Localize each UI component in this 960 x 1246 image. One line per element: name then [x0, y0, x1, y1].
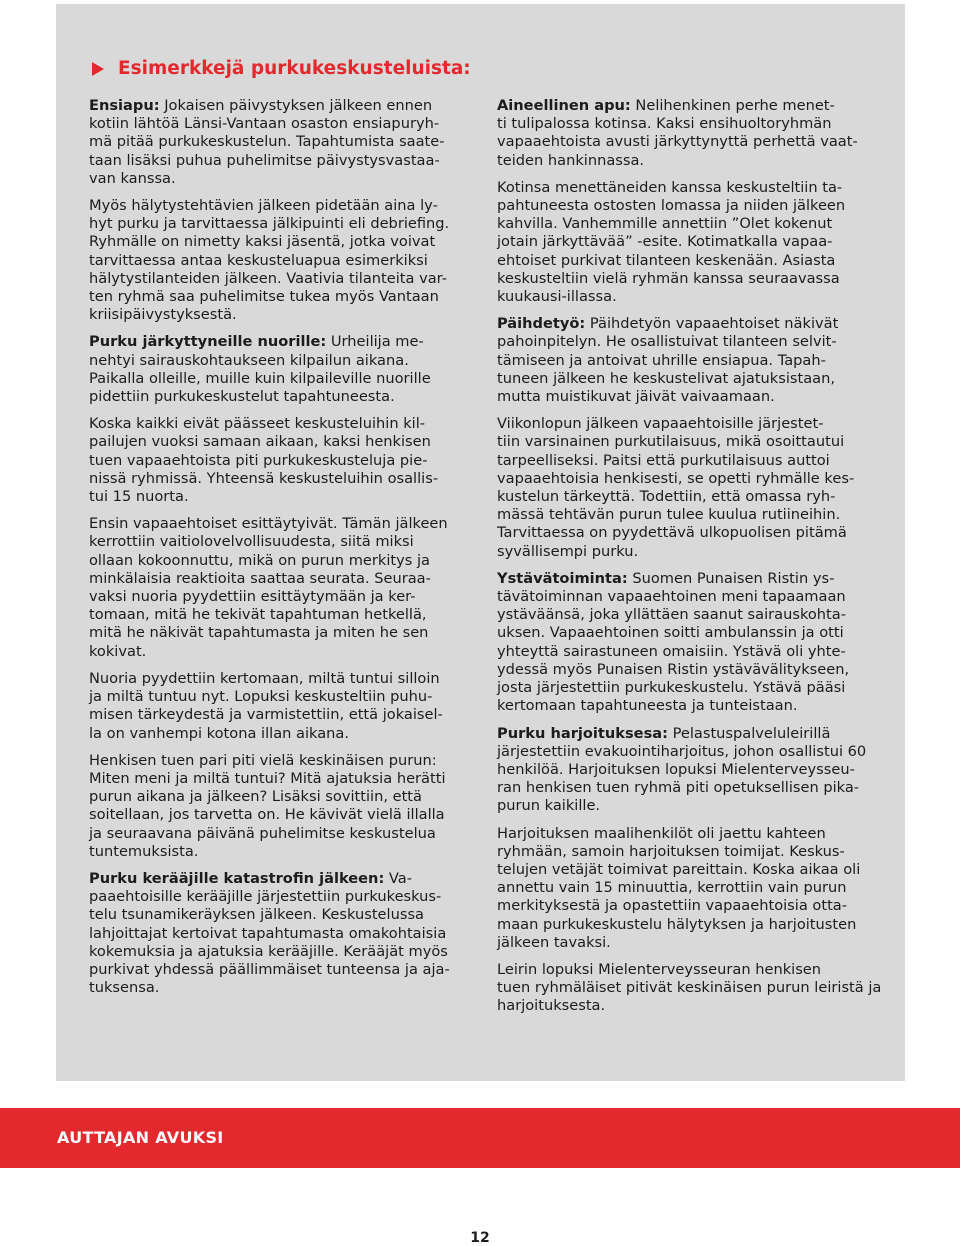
text-line: Nelihenkinen perhe menet- [630, 97, 835, 114]
text-line: kerrottiin vaitiolovelvollisuudesta, siitä miksi [89, 533, 414, 551]
text-line: kuukausi-illassa. [497, 288, 617, 306]
text-line: nehtyi sairauskohtaukseen kilpailun aikana. [89, 351, 409, 369]
paragraph [497, 179, 882, 306]
text-line: kahvilla. Vanhemmille annettiin ”Olet kokenut [497, 215, 833, 233]
text-line: keskusteltiin vielä ryhmän kanssa seuraavassa [497, 269, 840, 287]
text-line: pahoinpitelyn. He osallistuivat tilanteen selvit- [497, 333, 837, 351]
text-line: henkilöä. Harjoituksen lopuksi Mielenterveysseu- [497, 760, 855, 778]
section-heading [92, 58, 471, 79]
text-line: Ryhmälle on nimetty kaksi jäsentä, jotka voivat [89, 233, 436, 251]
text-line: merkityksestä ja opastettiin vapaaehtoisia otta- [497, 897, 848, 915]
text-line: pailujen vuoksi samaan aikaan, kaksi henkisen [89, 433, 431, 451]
text-line: Tarvittaessa on pyydettävä ulkopuolisen pitämä [497, 524, 847, 542]
paragraph [497, 570, 882, 716]
page-number: 12 [470, 1230, 490, 1246]
text-line: paaehtoisille kerääjille järjestettiin purkukeskus- [89, 888, 442, 906]
paragraph [497, 725, 882, 816]
text-line: Miten meni ja miltä tuntui? Mitä ajatuksia herätti [89, 769, 446, 787]
paragraph [89, 870, 471, 997]
text-line: purun aikana ja jälkeen? Lisäksi sovittiin, että [89, 788, 422, 806]
text-line: vapaaehtoisia henkisesti, se opetti ryhmälle kes- [497, 469, 855, 487]
text-line: tiin varsinainen purkutilaisuus, mikä osoittautui [497, 433, 845, 451]
text-line: Nuoria pyydettiin kertomaan, miltä tuntui silloin [89, 669, 440, 687]
text-line: jotain järkyttävää” -esite. Kotimatkalla vapaa- [497, 233, 833, 251]
text-line: Jokaisen päivystyksen jälkeen ennen [159, 97, 433, 114]
paragraph [89, 97, 471, 188]
text-line: minkälaisia reaktioita saattaa seurata. Seuraa- [89, 569, 431, 587]
text-line: mä pitää purkukeskustelun. Tapahtumista saate- [89, 133, 445, 151]
text-line: purkivat yhdessä päällimmäiset tunteensa ja aja- [89, 960, 450, 978]
text-line: tuen vapaaehtoista piti purkukeskusteluja pie- [89, 451, 428, 469]
text-line: ystäväänsä, joka yllättäen saanut sairauskohta- [497, 606, 846, 624]
text-line: kokemuksia ja ajatuksia kerääjille. Kerääjät myös [89, 942, 448, 960]
text-line: harjoituksesta. [497, 997, 606, 1015]
text-line: järjestettiin evakuointiharjoitus, johon osallistui 60 [497, 742, 867, 760]
text-line: yhteyttä sairastuneen omaisiin. Ystävä oli yhte- [497, 642, 846, 660]
text-line: misen tärkeydestä ja varmistettiin, että jokaisel- [89, 706, 443, 724]
text-line: hälytystilanteiden jälkeen. Vaativia tilanteita var- [89, 269, 448, 287]
text-line: tomaan, mitä he tekivät tapahtuman hetkellä, [89, 606, 427, 624]
text-line: ydessä myös Punaisen Ristin ystävävälitykseen, [497, 660, 850, 678]
text-line: syvällisempi purku. [497, 542, 639, 560]
text-line: tui 15 nuorta. [89, 488, 189, 506]
text-line: ran henkisen tuen ryhmä piti opetuksellisen pika- [497, 779, 860, 797]
paragraph-lead: Purku harjoituksesa: [497, 724, 668, 742]
paragraph [89, 197, 471, 324]
text-line: soitellaan, jos tarvetta on. He kävivät vielä illalla [89, 806, 445, 824]
paragraph-lead: Ensiapu: [89, 97, 160, 114]
text-line: ja miltä tuntuu nyt. Lopuksi keskusteltiin puhu- [89, 688, 433, 706]
heading-text: Esimerkkejä purkukeskusteluista: [118, 58, 471, 79]
text-line: ti tulipalossa kotinsa. Kaksi ensihuoltoryhmän [497, 115, 832, 133]
text-line: telu tsunamikeräyksen jälkeen. Keskustelussa [89, 906, 424, 924]
text-line: pahtuneesta ostosten lomassa ja niiden jälkeen [497, 197, 846, 215]
text-line: mässä tehtävän purun tulee kuulua rutiineihin. [497, 506, 841, 524]
paragraph-lead: Päihdetyö: [497, 315, 586, 333]
paragraph [89, 670, 471, 743]
text-line: tuneen jälkeen he keskustelivat ajatuksistaan, [497, 369, 835, 387]
text-line: vapaaehtoista avusti järkyttynyttä perhettä vaat- [497, 133, 858, 151]
paragraph [89, 333, 471, 406]
paragraph [497, 97, 882, 170]
text-line: tämiseen ja antoivat uhrille ensiapua. Tapah- [497, 351, 826, 369]
text-line: jälkeen tavaksi. [497, 933, 611, 951]
text-line: Viikonlopun jälkeen vapaaehtoisille järjestet- [497, 415, 824, 433]
text-line: Va- [384, 869, 412, 887]
text-line: tarvittaessa antaa keskusteluapua esimerkiksi [89, 251, 428, 269]
text-line: kotiin lähtöä Länsi-Vantaan osaston ensiapuryh- [89, 115, 440, 133]
paragraph-lead: Purku kerääjille katastrofin jälkeen: [89, 869, 385, 887]
text-line: la on vanhempi kotona illan aikana. [89, 724, 349, 742]
text-line: van kanssa. [89, 169, 176, 187]
text-line: Pelastuspalveluleirillä [667, 724, 831, 742]
text-line: kertomaan tapahtuneesta ja tunteistaan. [497, 697, 798, 715]
text-line: kustelun tärkeyttä. Todettiin, että omassa ryh- [497, 488, 836, 506]
text-line: josta järjestettiin purkukeskustelu. Ystävä pääsi [497, 679, 846, 697]
text-line: uksen. Vapaaehtoinen soitti ambulanssin ja otti [497, 624, 844, 642]
text-line: tarpeelliseksi. Paitsi että purkutilaisuus auttoi [497, 451, 830, 469]
paragraph [89, 415, 471, 506]
text-line: ehtoiset purkivat tilanteen keskenään. Asiasta [497, 251, 836, 269]
text-line: Leirin lopuksi Mielenterveysseuran henkisen [497, 960, 822, 978]
paragraph [497, 415, 882, 561]
paragraph-lead: Aineellinen apu: [497, 97, 631, 114]
text-line: mitä he näkivät tapahtumasta ja miten he sen [89, 624, 429, 642]
paragraph-lead: Purku järkyttyneille nuorille: [89, 333, 327, 351]
text-line: Henkisen tuen pari piti vielä keskinäisen purun: [89, 751, 437, 769]
text-line: kriisipäivystyksestä. [89, 306, 237, 324]
text-line: purun kaikille. [497, 797, 601, 815]
text-line: teiden hankinnassa. [497, 151, 645, 169]
paragraph [497, 315, 882, 406]
text-line: Ensin vapaaehtoiset esittäytyivät. Tämän jälkeen [89, 515, 448, 533]
text-line: ollaan kokoonnuttu, mikä on purun merkitys ja [89, 551, 430, 569]
text-line: hyt purku ja tarvittaessa jälkipuinti eli debriefing. [89, 215, 450, 233]
left-column [89, 97, 471, 1006]
text-line: Harjoituksen maalihenkilöt oli jaettu kahteen [497, 824, 826, 842]
text-line: Päihdetyön vapaaehtoiset näkivät [585, 315, 839, 333]
right-column [497, 97, 882, 1025]
text-line: ja seuraavana päivänä puhelimitse keskustelua [89, 824, 436, 842]
text-line: tävätoiminnan vapaaehtoinen meni tapaamaan [497, 588, 846, 606]
footer-banner [0, 1108, 960, 1168]
text-line: maan purkukeskustelu hälytyksen ja harjoitusten [497, 915, 857, 933]
text-line: kokivat. [89, 642, 147, 660]
text-line: ten ryhmä saa puhelimitse tukea myös Vantaan [89, 288, 439, 306]
paragraph [497, 961, 882, 1016]
text-line: Paikalla olleille, muille kuin kilpaileville nuorille [89, 369, 431, 387]
text-line: taan lisäksi puhua puhelimitse päivystysvastaa- [89, 151, 440, 169]
text-line: vaksi nuoria pyydettiin esittäytymään ja ker- [89, 588, 416, 606]
text-line: ryhmään, samoin harjoituksen toimijat. Keskus- [497, 842, 845, 860]
text-line: tuen ryhmäläiset pitivät keskinäisen purun leiristä ja [497, 979, 882, 997]
text-line: annettu vain 15 minuuttia, kerrottiin vain purun [497, 879, 847, 897]
text-line: tuntemuksista. [89, 842, 199, 860]
text-line: telujen vetäjät toimivat pareittain. Koska aikaa oli [497, 860, 861, 878]
text-line: Kotinsa menettäneiden kanssa keskusteltiin ta- [497, 178, 843, 196]
text-line: tuksensa. [89, 979, 160, 997]
banner-title: AUTTAJAN AVUKSI [57, 1128, 224, 1147]
text-line: Suomen Punaisen Ristin ys- [627, 569, 835, 587]
paragraph [89, 752, 471, 861]
text-line: nissä ryhmissä. Yhteensä keskusteluihin osallis- [89, 469, 439, 487]
text-line: lahjoittajat kertoivat tapahtumasta omakohtaisia [89, 924, 447, 942]
text-line: Koska kaikki eivät päässeet keskusteluihin kil- [89, 415, 426, 433]
paragraph [497, 825, 882, 952]
text-line: Myös hälytystehtävien jälkeen pidetään aina ly- [89, 197, 438, 215]
paragraph-lead: Ystävätoiminta: [497, 569, 628, 587]
triangle-bullet-icon [92, 62, 104, 76]
text-line: Urheilija me- [326, 333, 424, 351]
text-line: mutta muistikuvat jäivät vaivaamaan. [497, 388, 775, 406]
paragraph [89, 515, 471, 661]
text-line: pidettiin purkukeskustelut tapahtuneesta. [89, 388, 395, 406]
